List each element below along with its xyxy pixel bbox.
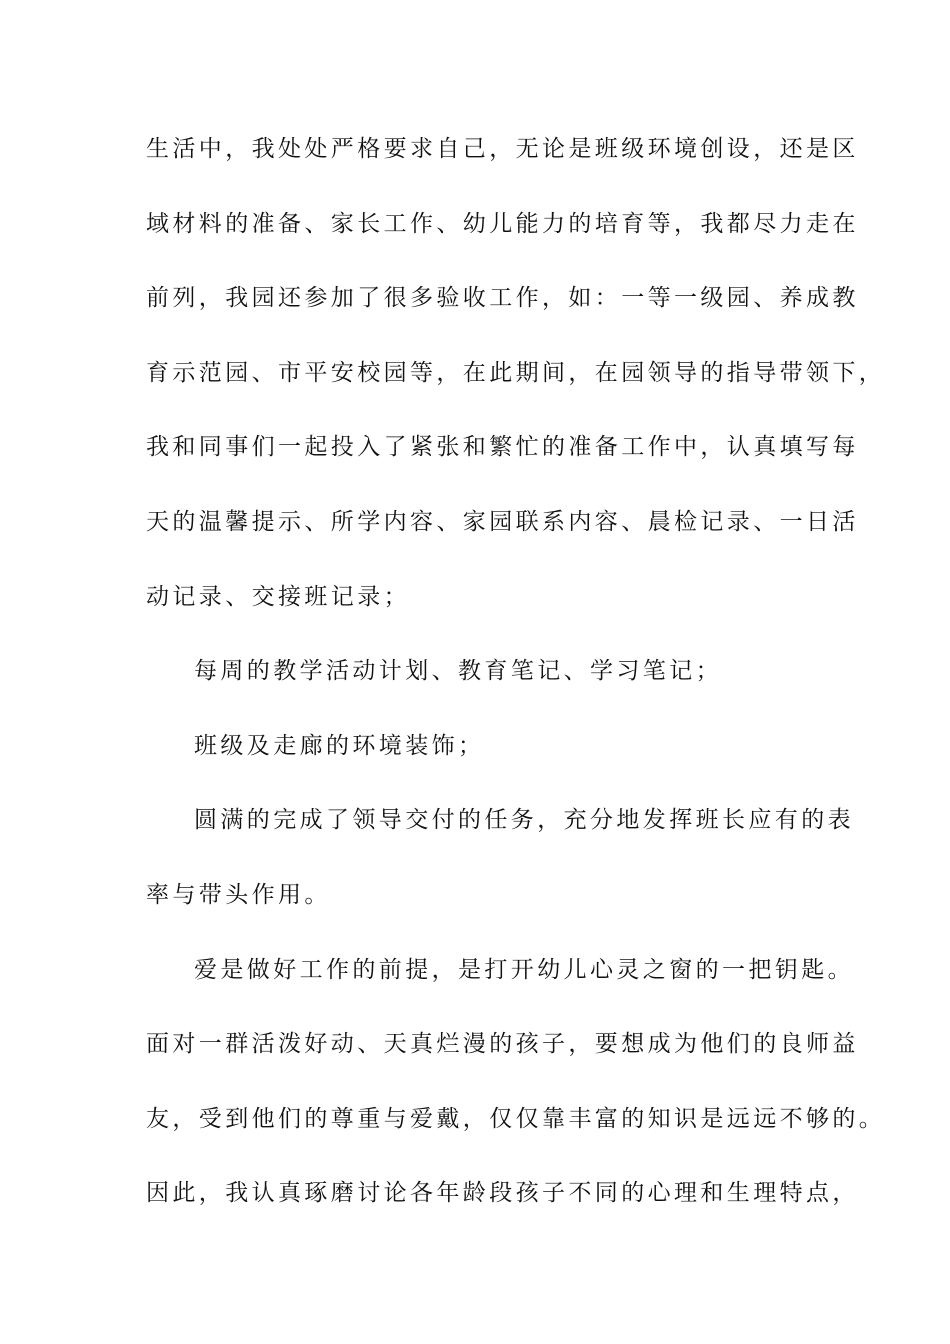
text-line: 育示范园、市平安校园等，在此期间，在园领导的指导带领下， bbox=[146, 359, 886, 386]
text-line: 天的温馨提示、所学内容、家园联系内容、晨检记录、一日活 bbox=[146, 508, 859, 535]
text-line: 率与带头作用。 bbox=[146, 881, 331, 908]
paragraph-start-line: 圆满的完成了领导交付的任务，充分地发挥班长应有的表 bbox=[194, 807, 854, 834]
paragraph-start-line: 班级及走廊的环境装饰； bbox=[194, 732, 485, 759]
text-line: 面对一群活泼好动、天真烂漫的孩子，要想成为他们的良师益 bbox=[146, 1031, 859, 1058]
text-line: 因此，我认真琢磨讨论各年龄段孩子不同的心理和生理特点， bbox=[146, 1180, 859, 1207]
text-line: 友，受到他们的尊重与爱戴，仅仅靠丰富的知识是远远不够的。 bbox=[146, 1105, 886, 1132]
paragraph-start-line: 爱是做好工作的前提，是打开幼儿心灵之窗的一把钥匙。 bbox=[194, 956, 854, 983]
text-line: 域材料的准备、家长工作、幼儿能力的培育等，我都尽力走在 bbox=[146, 210, 859, 237]
document-body bbox=[146, 112, 886, 1231]
text-line: 前列，我园还参加了很多验收工作，如：一等一级园、养成教 bbox=[146, 285, 859, 312]
text-line: 动记录、交接班记录； bbox=[146, 583, 410, 610]
text-line: 生活中，我处处严格要求自己，无论是班级环境创设，还是区 bbox=[146, 136, 859, 162]
text-line: 我和同事们一起投入了紧张和繁忙的准备工作中，认真填写每 bbox=[146, 434, 859, 461]
paragraph-start-line: 每周的教学活动计划、教育笔记、学习笔记； bbox=[194, 658, 722, 685]
